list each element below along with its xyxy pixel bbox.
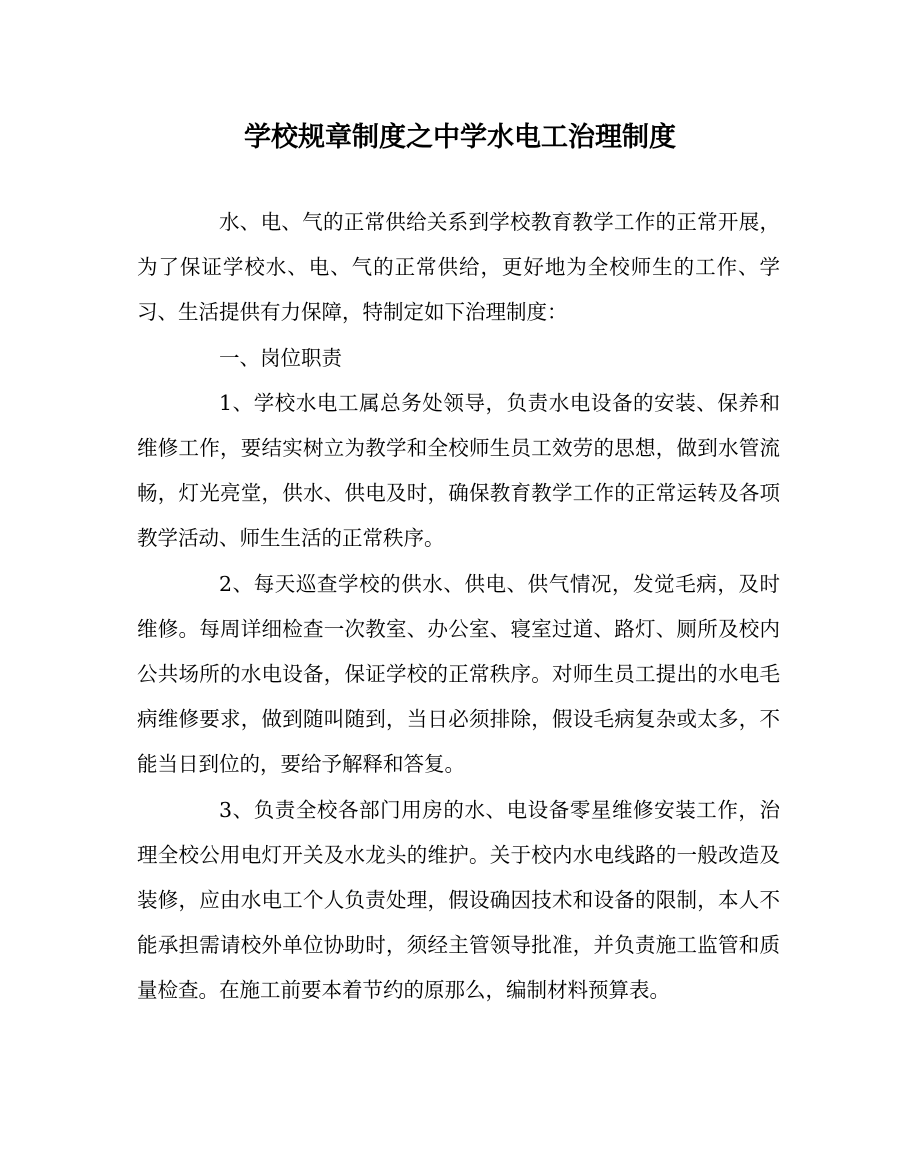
paragraph-item-2: 2、每天巡查学校的供水、供电、供气情况，发觉毛病，及时维修。每周详细检查一次教室、办公室、寝室过道、路灯、厕所及校内公共场所的水电设备，保证学校的正常秩序。对师生员工提出的水电毛病维修要求，做到随叫随到，当日必须排除，假设毛病复杂或太多，不能当日到位的，要给予解释和答复。 (137, 571, 780, 777)
section-heading-duties: 一、岗位职责 (219, 345, 342, 370)
paragraph-intro: 水、电、气的正常供给关系到学校教育教学工作的正常开展，为了保证学校水、电、气的正常供给，更好地为全校师生的工作、学习、生活提供有力保障，特制定如下治理制度： (137, 210, 780, 325)
paragraph-item-1: 1、学校水电工属总务处领导，负责水电设备的安装、保养和维修工作，要结实树立为教学和全校师生员工效劳的思想，做到水管流畅，灯光亮堂，供水、供电及时，确保教育教学工作的正常运转及各项教学活动、师生生活的正常秩序。 (137, 390, 780, 551)
document-title: 学校规章制度之中学水电工治理制度 (244, 122, 676, 153)
paragraph-item-3: 3、负责全校各部门用房的水、电设备零星维修安装工作，治理全校公用电灯开关及水龙头的维护。关于校内水电线路的一般改造及装修，应由水电工个人负责处理，假设确因技术和设备的限制，本人不能承担需请校外单位协助时，须经主管领导批准，并负责施工监管和质量检查。在施工前要本着节约的原那么，编制材料预算表。 (137, 797, 780, 1003)
document-body (137, 200, 780, 1014)
